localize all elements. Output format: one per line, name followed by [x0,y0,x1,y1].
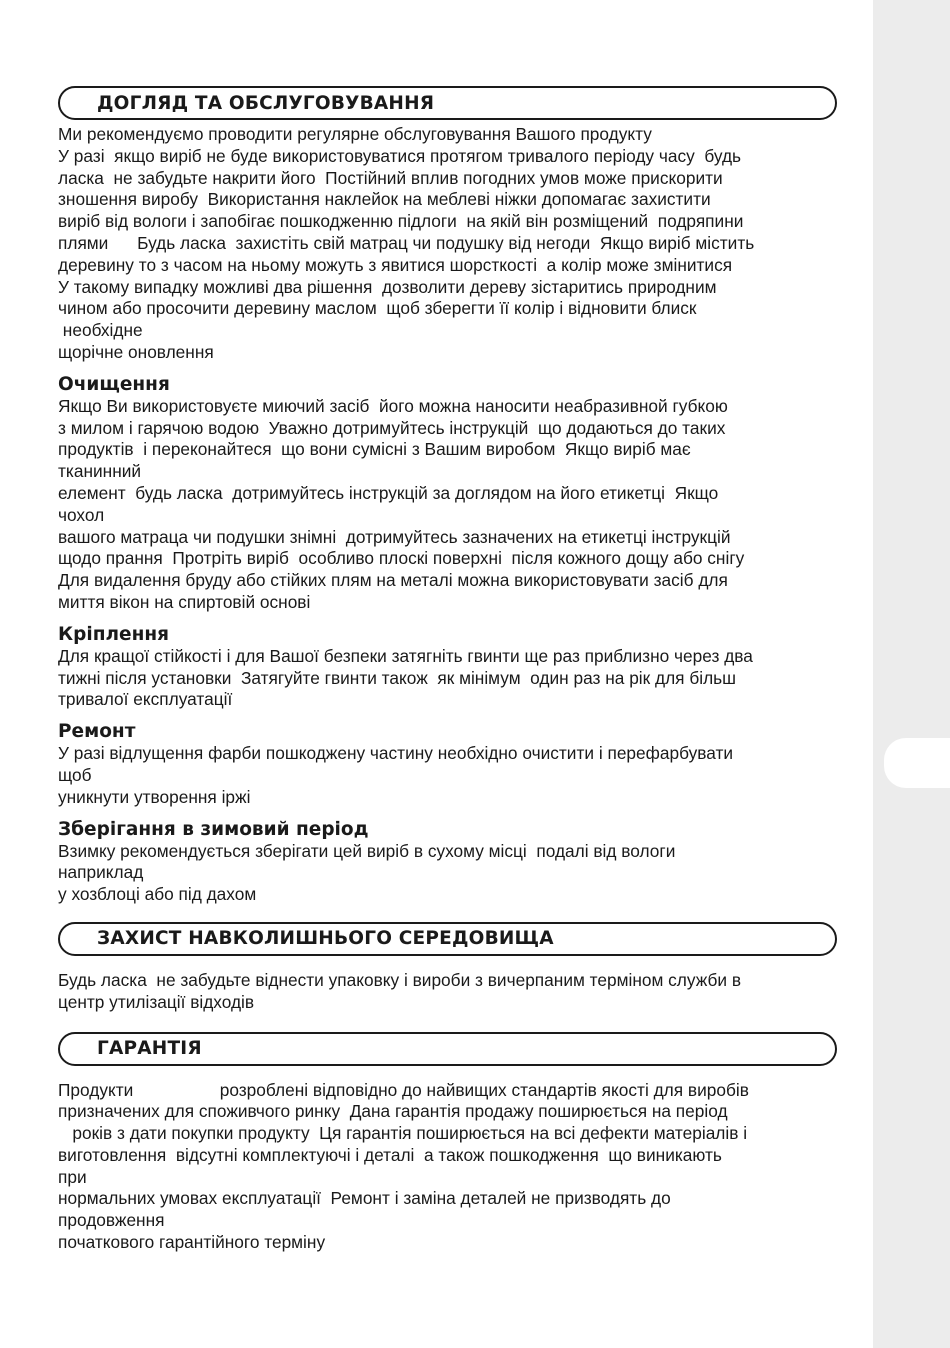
winter-storage-text [58,841,838,906]
text-line: при [58,1166,87,1187]
text-line: виріб від вологи і запобігає пошкодженню підлоги на якій він розміщений подряпини [58,211,744,232]
text-line: уникнути утворення іржі [58,786,251,807]
environment-text [58,970,838,1014]
text-line: У такому випадку можливі два рішення дозволити дереву зістаритись природним [58,276,717,297]
text-line: Будь ласка не забудьте віднести упаковку і вироби з вичерпаним терміном служби в [58,969,741,990]
subheading-fastening: Кріплення [58,623,170,645]
section-title-environment: ЗАХИСТ НАВКОЛИШНЬОГО СЕРЕДОВИЩА [97,928,554,950]
text-line: тривалої експлуатації [58,689,233,710]
text-line: вашого матраца чи подушки знімні дотримуйтесь зазначених на етикетці інструкцій [58,526,731,547]
text-line: центр утилізації відходів [58,991,255,1012]
text-line: чохол [58,504,105,525]
text-line: зношення виробу Використання наклейок на меблеві ніжки допомагає захистити [58,189,711,210]
text-line: Ми рекомендуємо проводити регулярне обслуговування Вашого продукту [58,124,652,144]
cleaning-text [58,396,838,614]
text-line: призначених для споживчого ринку Дана гарантія продажу поширюється на період [58,1101,728,1122]
text-line: початкового гарантійного терміну [58,1232,326,1253]
text-line: Продукти розроблені відповідно до найвищих стандартів якості для виробів [58,1079,749,1100]
document-body [58,86,838,1254]
text-line: Для кращої стійкості і для Вашої безпеки затягніть гвинти ще раз приблизно через два [58,645,753,666]
care-intro [58,124,838,364]
text-line: у хозблоці або під дахом [58,884,257,905]
text-line: Взимку рекомендується зберігати цей виріб в сухому місці подалі від вологи [58,840,676,861]
subheading-repair: Ремонт [58,721,136,743]
text-line: тканинний [58,461,142,482]
text-line: плями Будь ласка захистіть свій матрац чи подушку від негоди Якщо виріб містить [58,232,755,253]
text-line: тижні після установки Затягуйте гвинти також як мінімум один раз на рік для більш [58,667,737,688]
page-side-margin [873,0,950,1348]
text-line: продовження [58,1210,165,1231]
text-line: років з дати покупки продукту Ця гарантія поширюється на всі дефекти матеріалів і [58,1123,748,1144]
section-banner-care [58,86,837,120]
text-line: необхідне [58,320,143,341]
chapter-tab [884,738,950,788]
text-line: продуктів і переконайтеся що вони сумісні з Вашим виробом Якщо виріб має [58,439,691,460]
text-line: деревину то з часом на ньому можуть з явитися шорсткості а колір може змінитися [58,254,733,275]
text-line: нормальних умовах експлуатації Ремонт і заміна деталей не призводять до [58,1188,671,1209]
text-line: щодо прання Протріть виріб особливо плоскі поверхні після кожного дощу або снігу [58,548,745,569]
subheading-cleaning: Очищення [58,373,170,395]
text-line: виготовлення відсутні комплектуючі і деталі а також пошкодження що виникають [58,1144,722,1165]
text-line: чином або просочити деревину маслом щоб зберегти її колір і відновити блиск [58,298,697,319]
text-line: щорічне оновлення [58,341,214,362]
text-line: з милом і гарячою водою Уважно дотримуйтесь інструкцій що додаються до таких [58,417,726,438]
repair-text [58,743,838,808]
subheading-winter-storage: Зберігання в зимовий період [58,818,369,840]
text-line: щоб [58,764,92,785]
text-line: наприклад [58,862,144,883]
text-line: Для видалення бруду або стійких плям на металі можна використовувати засіб для [58,570,728,591]
text-line: Якщо Ви використовуєте миючий засіб його можна наносити неабразивной губкою [58,395,728,416]
text-line: ласка не забудьте накрити його Постійний вплив погодних умов може прискорити [58,167,723,188]
section-title-warranty: ГАРАНТІЯ [97,1038,202,1059]
section-banner-environment [58,922,837,956]
text-line: У разі якщо виріб не буде використовуватися протягом тривалого періоду часу будь [58,145,742,166]
section-banner-warranty [58,1032,837,1066]
text-line: миття вікон на спиртовій основі [58,591,311,612]
fastening-text [58,646,838,711]
text-line: елемент будь ласка дотримуйтесь інструкцій за доглядом на його етикетці Якщо [58,482,719,503]
section-title-care: ДОГЛЯД ТА ОБСЛУГОВУВАННЯ [97,92,435,114]
warranty-text [58,1080,838,1254]
text-line: У разі відлущення фарби пошкоджену частину необхідно очистити і перефарбувати [58,743,734,764]
